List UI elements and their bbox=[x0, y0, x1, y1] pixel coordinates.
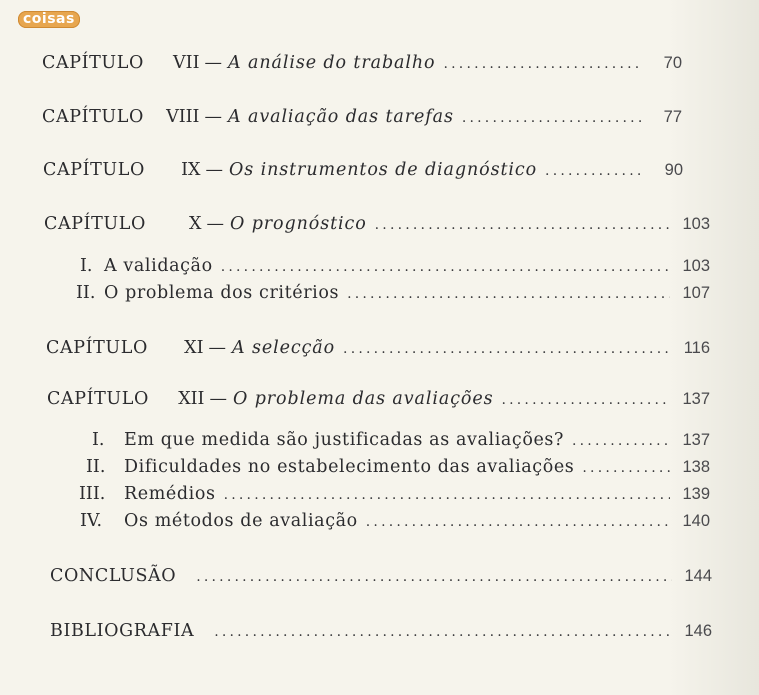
page-number: 139 bbox=[682, 485, 710, 503]
dot-leader bbox=[224, 483, 670, 507]
chapter-numeral: VII bbox=[173, 53, 200, 73]
section-numeral: III. bbox=[79, 484, 106, 504]
dot-leader bbox=[462, 106, 642, 130]
dot-leader bbox=[366, 510, 670, 534]
toc-entry-section-xii-i[interactable] bbox=[92, 428, 710, 452]
dot-leader bbox=[545, 159, 643, 183]
dot-leader bbox=[582, 456, 670, 480]
page-number: 137 bbox=[682, 431, 710, 449]
chapter-numeral: X bbox=[189, 214, 202, 234]
toc-entry-chapter-vii[interactable]: CAPÍTULO VII — A análise do trabalho ..... 70 bbox=[42, 51, 682, 75]
dot-leader bbox=[196, 565, 672, 589]
chapter-title: A avaliação das tarefas bbox=[227, 107, 454, 127]
dot-leader bbox=[347, 282, 670, 306]
page-number: 146 bbox=[684, 622, 712, 640]
chapter-title: O prognóstico bbox=[229, 214, 367, 234]
dot-leader bbox=[375, 213, 670, 237]
toc-entry-conclusao[interactable] bbox=[50, 564, 712, 588]
back-matter-title: BIBLIOGRAFIA bbox=[50, 621, 195, 641]
chapter-title: O problema das avaliações bbox=[232, 389, 494, 409]
chapter-word: CAPÍTULO bbox=[42, 53, 144, 73]
page-number: 116 bbox=[683, 339, 710, 357]
chapter-title: A análise do trabalho bbox=[227, 53, 436, 73]
toc-entry-section-xii-ii[interactable] bbox=[86, 455, 710, 479]
section-numeral: I. bbox=[92, 430, 105, 450]
chapter-word: CAPÍTULO bbox=[43, 160, 145, 180]
dot-leader bbox=[221, 255, 670, 279]
coisas-watermark-logo: coisas bbox=[18, 11, 80, 28]
page-number: 103 bbox=[682, 215, 710, 233]
chapter-numeral: XI bbox=[184, 338, 204, 358]
dot-leader bbox=[572, 429, 670, 453]
toc-entry-section-x-i[interactable] bbox=[80, 254, 710, 278]
section-title: O problema dos critérios bbox=[104, 283, 340, 303]
page-number: 103 bbox=[682, 257, 710, 275]
toc-entry-section-xii-iv[interactable] bbox=[80, 509, 710, 533]
dot-leader bbox=[501, 388, 670, 412]
toc-entry-chapter-ix[interactable]: CAPÍTULO IX — Os instrumentos de diagnóstico ..... 90 bbox=[43, 158, 683, 182]
section-numeral: I. bbox=[80, 256, 93, 276]
chapter-numeral: XII bbox=[178, 389, 205, 409]
chapter-numeral: VIII bbox=[166, 107, 200, 127]
chapter-word: CAPÍTULO bbox=[44, 214, 146, 234]
toc-entry-section-x-ii[interactable] bbox=[76, 281, 710, 305]
section-numeral: II. bbox=[76, 283, 96, 303]
toc-entry-bibliografia[interactable] bbox=[50, 619, 712, 643]
chapter-word: CAPÍTULO bbox=[46, 338, 148, 358]
section-title: Remédios bbox=[124, 484, 216, 504]
page-number: 140 bbox=[682, 512, 710, 530]
section-title: A validação bbox=[104, 256, 213, 276]
toc-entry-chapter-xi[interactable]: CAPÍTULO XI — A selecção ..... 116 bbox=[46, 336, 710, 360]
dot-leader bbox=[343, 337, 670, 361]
chapter-title: A selecção bbox=[231, 338, 336, 358]
page-number: 77 bbox=[663, 108, 682, 126]
page-number: 137 bbox=[682, 390, 710, 408]
toc-entry-chapter-xii[interactable]: CAPÍTULO XII — O problema das avaliações ..... 137 bbox=[47, 387, 710, 411]
chapter-title: Os instrumentos de diagnóstico bbox=[228, 160, 538, 180]
section-title: Os métodos de avaliação bbox=[124, 511, 358, 531]
section-title: Em que medida são justificadas as avaliações? bbox=[124, 430, 564, 450]
page-number: 70 bbox=[663, 54, 682, 72]
back-matter-title: CONCLUSÃO bbox=[50, 566, 177, 586]
toc-entry-chapter-viii[interactable]: CAPÍTULO VIII — A avaliação das tarefas ..... 77 bbox=[42, 105, 682, 129]
toc-entry-chapter-x[interactable]: CAPÍTULO X — O prognóstico ..... 103 bbox=[44, 212, 710, 236]
section-numeral: II. bbox=[86, 457, 106, 477]
section-numeral: IV. bbox=[80, 511, 103, 531]
page-number: 138 bbox=[682, 458, 710, 476]
chapter-word: CAPÍTULO bbox=[47, 389, 149, 409]
page-number: 107 bbox=[682, 284, 710, 302]
toc-entry-section-xii-iii[interactable] bbox=[79, 482, 710, 506]
dot-leader bbox=[214, 620, 672, 644]
chapter-word: CAPÍTULO bbox=[42, 107, 144, 127]
chapter-numeral: IX bbox=[181, 160, 201, 180]
section-title: Dificuldades no estabelecimento das avaliações bbox=[124, 457, 575, 477]
dot-leader bbox=[444, 52, 643, 76]
page-number: 144 bbox=[684, 567, 712, 585]
page-number: 90 bbox=[664, 161, 683, 179]
